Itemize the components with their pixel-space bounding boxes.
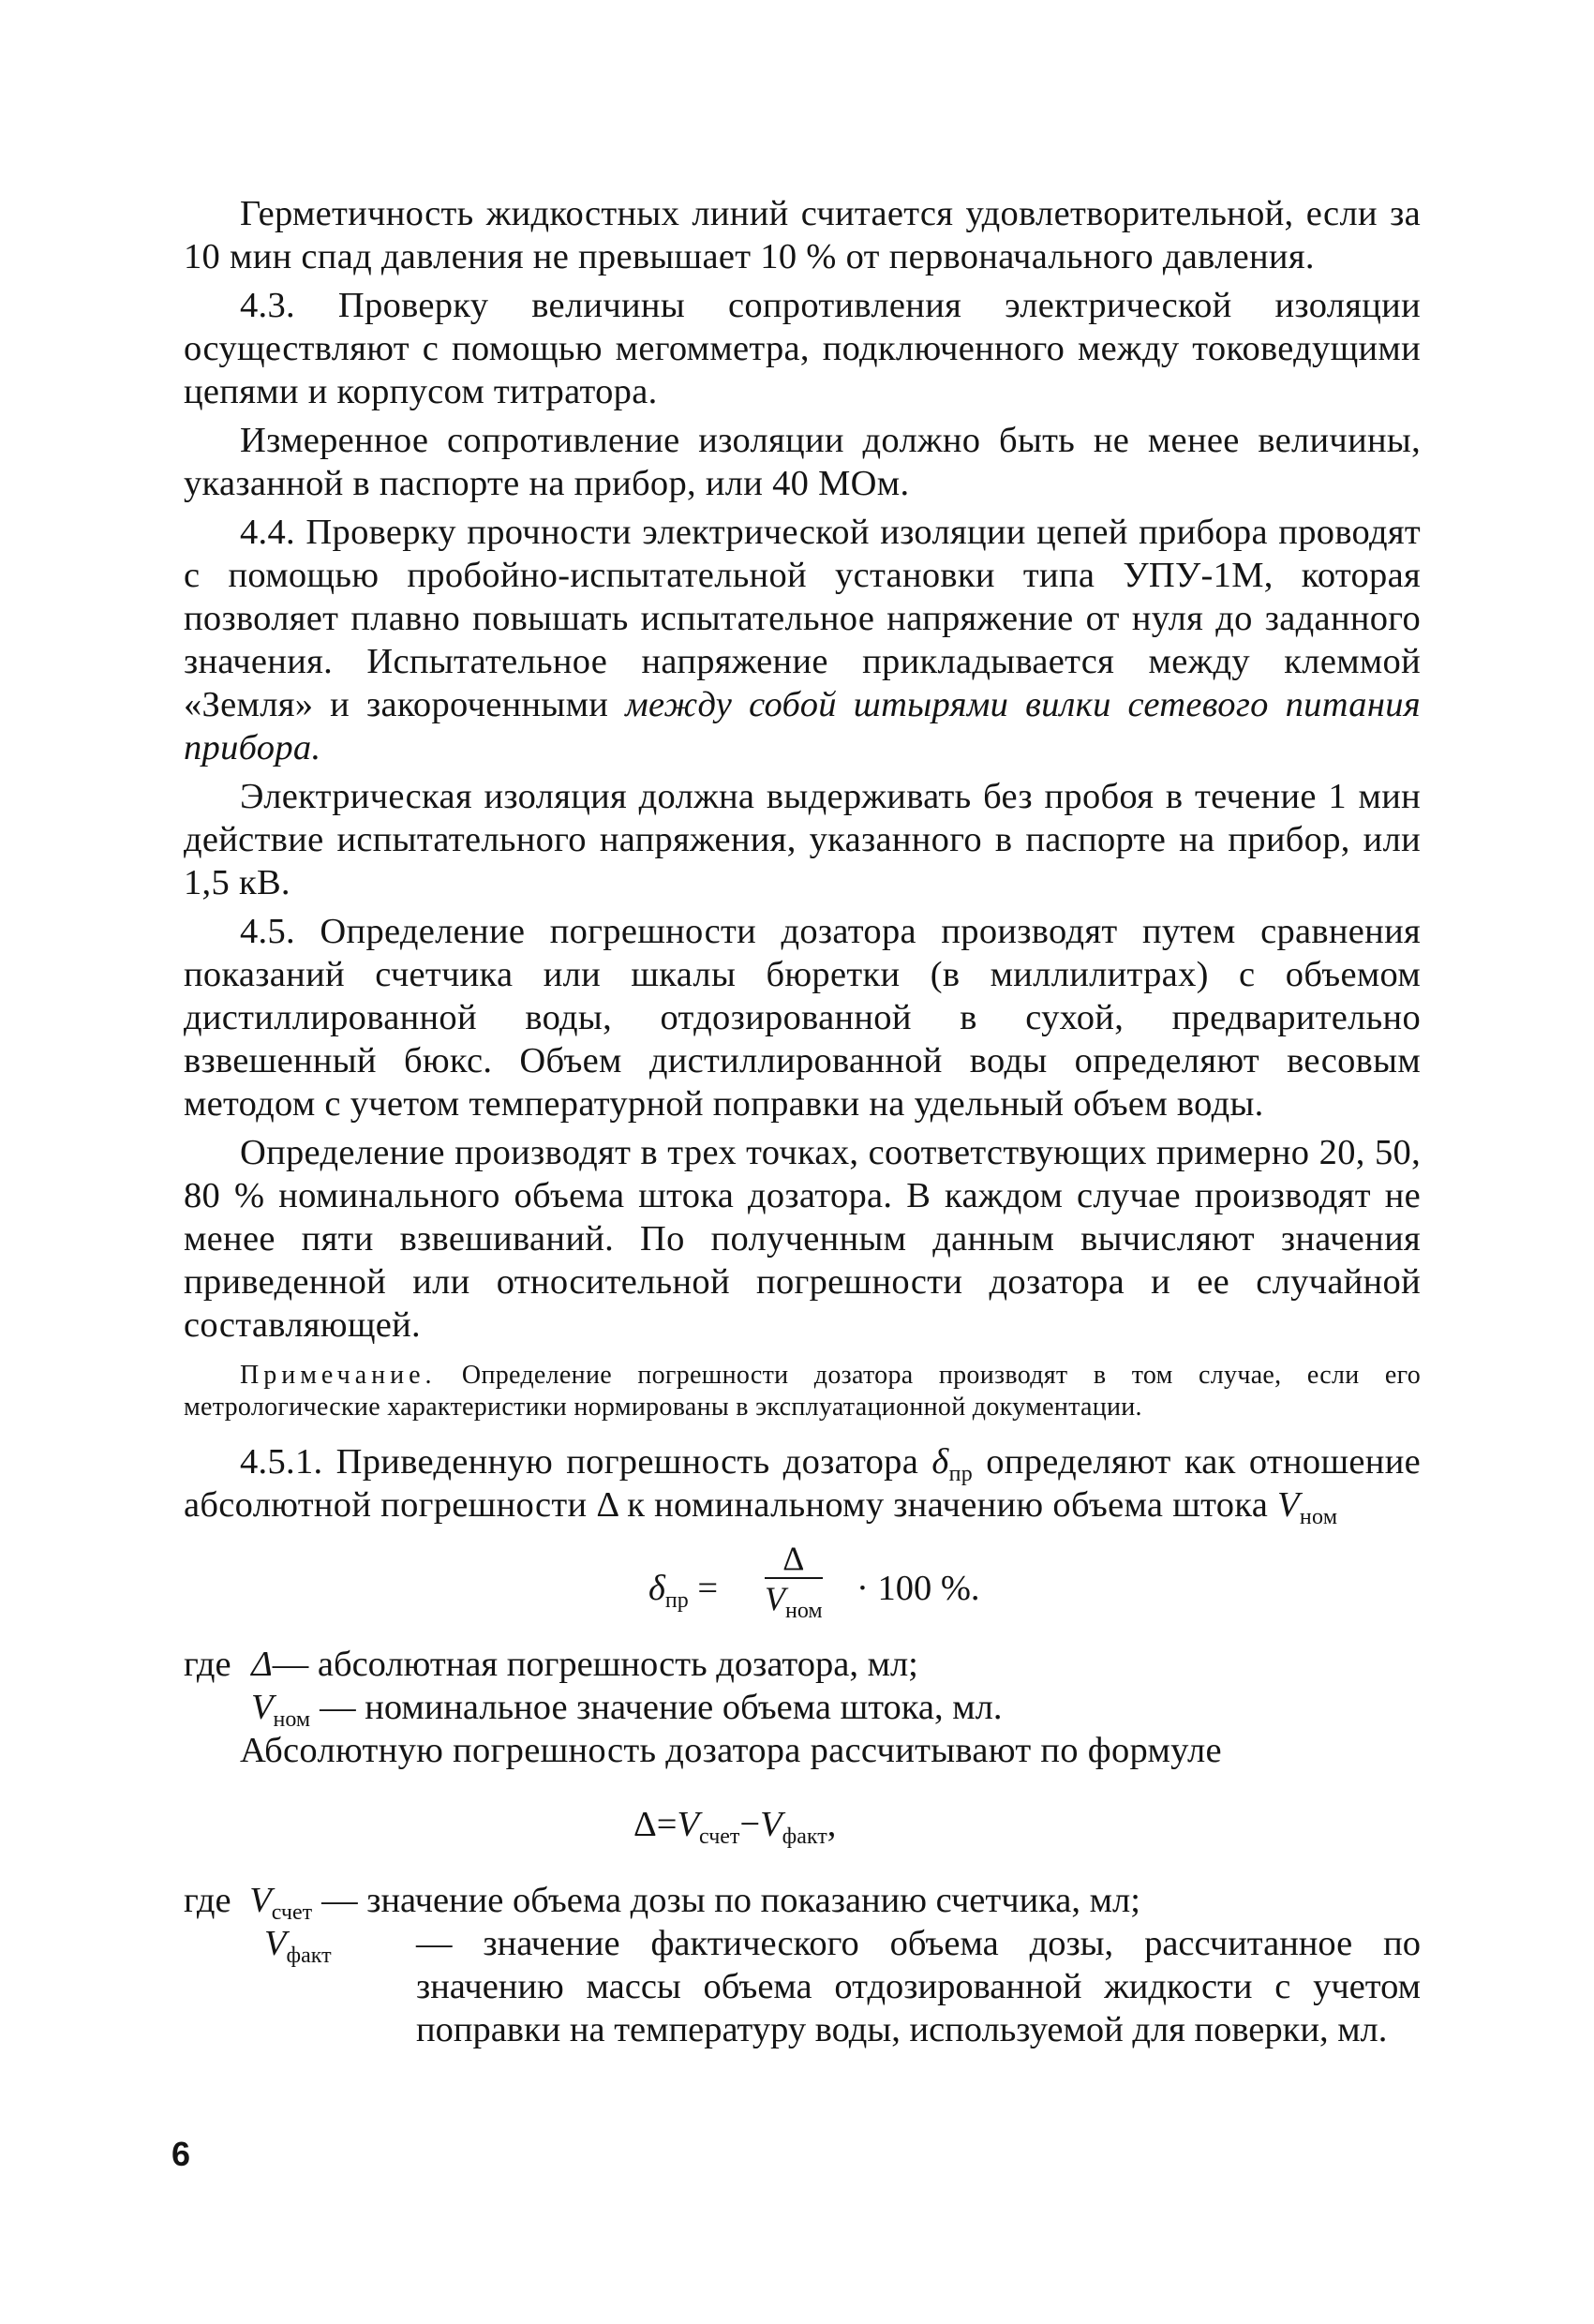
formula2-v1-sub: счет [699, 1825, 740, 1849]
definition-delta [184, 1643, 1421, 1686]
defs1-vnom-term: V [251, 1688, 274, 1727]
defs1-vnom-text: — номинальное значение объема штока, мл. [320, 1688, 1003, 1727]
formula2-minus: − [739, 1805, 761, 1844]
formula1-rhs: · 100 %. [857, 1569, 980, 1608]
formula-absolute-error [184, 1785, 1421, 1870]
formula1-lhs: δ [648, 1569, 665, 1608]
formula1-lhs-sub: пр [664, 1588, 689, 1613]
defs1-vnom-sub: ном [273, 1707, 311, 1732]
paragraph-measurement-points: Определение производят в трех точках, соответствующих примерно 20, 50, 80 % номинального объема штока дозатора. В каждом случае производят не менее пяти взвешиваний. По полученным данным вычисляют значения приведенной или относительной погрешности дозатора и ее случайной составляющей. [184, 1133, 1421, 1345]
defs1-delta-text: — абсолютная погрешность дозатора, мл; [272, 1645, 918, 1684]
section-451-text-a: 4.5.1. Приведенную погрешность дозатора [240, 1442, 932, 1482]
formula2-v2-sub: факт [782, 1825, 827, 1849]
note [184, 1360, 1421, 1423]
formula2-lhs: Δ [633, 1805, 657, 1844]
paragraph-4-5-1 [184, 1440, 1421, 1527]
note-label: Примечание. [240, 1361, 437, 1390]
paragraph-4-4 [184, 511, 1421, 769]
paragraph-abs-intro: Абсолютную погрешность дозатора рассчитывают по формуле [240, 1731, 1222, 1770]
defs2-vfakt-term: V [264, 1924, 287, 1963]
note-text: Определение погрешности дозатора производят в том случае, если его метрологические характеристики нормированы в эксплуатационной документации. [184, 1361, 1421, 1422]
document-page [184, 192, 1421, 2301]
delta-pr-subscript: пр [948, 1462, 974, 1486]
defs2-where: где [184, 1881, 231, 1920]
section-451-text-b: определяют как отношение абсолютной погрешности Δ к номинальному значению объема штока [184, 1442, 1422, 1525]
definitions-2 [184, 1879, 1421, 2051]
v-nom-subscript: ном [1299, 1505, 1338, 1529]
formula-relative-error [184, 1540, 1421, 1633]
paragraph-insulation-resistance: Измеренное сопротивление изоляции должно быть не менее величины, указанной в паспорте на прибор, или 40 МОм. [184, 421, 1421, 503]
defs2-vfakt-sub: факт [286, 1944, 332, 1968]
defs2-vfakt-text: — значение фактического объема дозы, рассчитанное по значению массы объема отдозированной жидкости с учетом поправки на температуру воды, используемой для поверки, мл. [416, 1924, 1421, 2049]
defs1-where: где [184, 1645, 231, 1684]
defs2-vschet-sub: счет [271, 1900, 313, 1925]
paragraph-4-5: 4.5. Определение погрешности дозатора производят путем сравнения показаний счетчика или шкалы бюретки (в миллилитрах) с объемом дистиллированной воды, отдозированной в сухой, предварительно взвешенный бюкс. Объем дистиллированной воды определяют весовым методом с учетом температурной поправки на удельный объем воды. [184, 912, 1421, 1124]
definition-vschet [184, 1879, 1421, 1925]
paragraph-4-3: 4.3. Проверку величины сопротивления электрической изоляции осуществляют с помощью мегомметра, подключенного между токоведущими цепями и корпусом титратора. [184, 286, 1421, 411]
definitions-1 [184, 1643, 1421, 1732]
v-nom-symbol: V [1277, 1485, 1300, 1525]
formula2-eq: = [656, 1805, 678, 1844]
formula2-v1: V [677, 1805, 700, 1844]
definition-vfakt [184, 1922, 1421, 2051]
defs1-delta-term: Δ [251, 1645, 273, 1684]
formula2-comma: , [827, 1805, 837, 1844]
formula2-v2: V [760, 1805, 782, 1844]
paragraph-insulation-strength: Электрическая изоляция должна выдерживать без пробоя в течение 1 мин действие испытательного напряжения, указанного в паспорте на прибор, или 1,5 кВ. [184, 777, 1421, 902]
page-number: 6 [171, 2135, 191, 2173]
defs2-vschet-term: V [249, 1881, 272, 1920]
paragraph-4-4-main: 4.4. Проверку прочности электрической изоляции цепей прибора проводят с помощью пробойно-испытательной установки типа УПУ-1М, которая позволяет плавно повышать испытательное напряжение от нуля до заданного значения. Испытательное напряжение прикладывается между клеммой «Земля» и закороченными [184, 513, 1421, 724]
delta-pr-symbol: δ [931, 1442, 949, 1482]
formula1-numerator: Δ [765, 1540, 823, 1579]
formula1-eq: = [697, 1569, 719, 1608]
formula1-denominator: $V_{ном}$ [765, 1580, 823, 1623]
definition-vnom [184, 1686, 1421, 1732]
paragraph-4-4-italic: между собой штырями вилки сетевого питания прибора. [184, 685, 1421, 767]
formula1-fraction [765, 1540, 823, 1623]
paragraph-tightness: Герметичность жидкостных линий считается удовлетворительной, если за 10 мин спад давления не превышает 10 % от первоначального давления. [184, 194, 1421, 276]
defs2-vschet-text: — значение объема дозы по показанию счетчика, мл; [321, 1881, 1140, 1920]
